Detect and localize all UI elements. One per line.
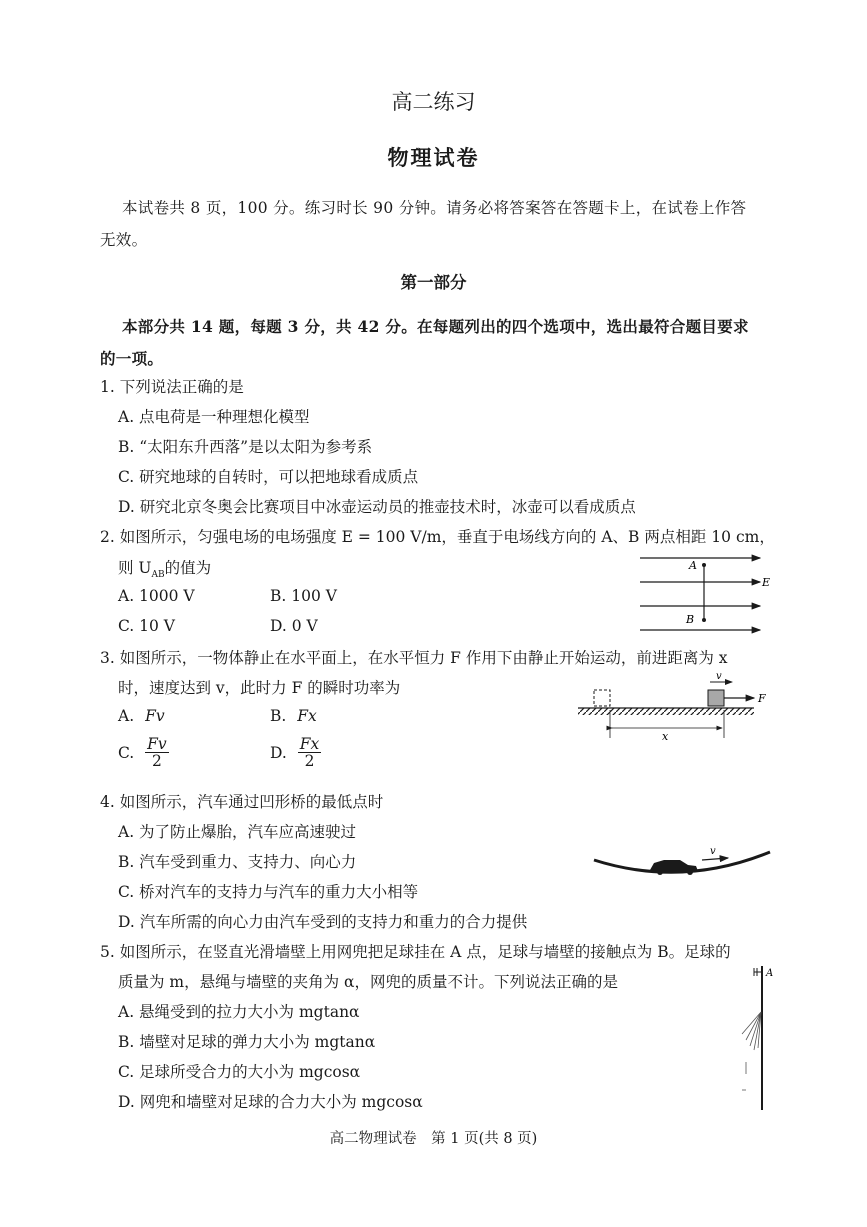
q4-option-b: B. 汽车受到重力、支持力、向心力	[118, 853, 357, 871]
q3-stem-line2: 时，速度达到 v，此时力 F 的瞬时功率为	[118, 679, 401, 697]
q2-option-a: A. 1000 V	[118, 587, 195, 605]
label-a: A	[766, 968, 774, 979]
q3-option-c-letter: C.	[118, 743, 135, 762]
intro-line-1: 本试卷共 8 页，100 分。练习时长 90 分钟。请务必将答案答在答题卡上，在试卷上作答	[122, 199, 747, 217]
car-wheel-rear	[657, 869, 663, 875]
q2-stem-line2	[118, 556, 211, 580]
page-footer: 高二物理试卷 第 1 页(共 8 页)	[329, 1131, 538, 1147]
label-f: F	[758, 692, 766, 705]
q2-stem: 2. 如图所示，匀强电场的电场强度 E = 100 V/m，垂直于电场线方向的 A、B 两点相距 10 cm，	[100, 528, 775, 546]
q3-option-c-denominator: 2	[151, 752, 162, 771]
q3-option-b-expr: Fx	[297, 707, 317, 725]
exam-subject-title: 物理试卷	[387, 145, 480, 170]
q4-option-c: C. 桥对汽车的支持力与汽车的重力大小相等	[118, 883, 419, 901]
exam-header-title: 高二练习	[391, 90, 476, 114]
velocity-arrow	[702, 858, 728, 860]
q2-uab-suffix: 的值为	[164, 559, 212, 577]
q3-stem: 3. 如图所示，一物体静止在水平面上，在水平恒力 F 作用下由静止开始运动，前进距离为 x	[100, 649, 728, 667]
initial-block-outline	[594, 690, 610, 706]
point-a	[702, 563, 706, 567]
q3-option-d	[270, 736, 321, 770]
q3-option-c-numerator: Fv	[147, 735, 167, 753]
label-x: x	[662, 730, 669, 743]
car-wheel-front	[687, 869, 693, 875]
label-v: v	[710, 846, 716, 857]
q1-option-d: D. 研究北京冬奥会比赛项目中冰壶运动员的推壶技术时，冰壶可以看成质点	[118, 498, 636, 516]
part1-heading: 第一部分	[400, 273, 467, 292]
q4-option-a: A. 为了防止爆胎，汽车应高速驶过	[118, 823, 357, 841]
label-b: B	[686, 613, 695, 626]
q4-option-d: D. 汽车所需的向心力由汽车受到的支持力和重力的合力提供	[118, 913, 528, 931]
part1-instructions-1: 本部分共 14 题，每题 3 分，共 42 分。在每题列出的四个选项中，选出最符合题目要求	[122, 317, 749, 336]
q3-option-a-expr: Fv	[145, 707, 165, 725]
q3-option-d-numerator: Fx	[299, 735, 320, 753]
q2-uab-subscript: AB	[151, 570, 165, 581]
q3-option-d-fraction	[298, 736, 322, 770]
label-e: E	[762, 576, 771, 589]
q5-option-d: D. 网兜和墙壁对足球的合力大小为 mgcosα	[118, 1093, 423, 1111]
q5-stem: 5. 如图所示，在竖直光滑墙壁上用网兜把足球挂在 A 点，足球与墙壁的接触点为 B。足球的	[100, 943, 731, 961]
q2-option-d: D. 0 V	[270, 617, 318, 635]
q5-wall-ball-figure	[732, 962, 782, 1114]
q3-option-a	[118, 707, 165, 725]
q5-stem-line2: 质量为 m，悬绳与墙壁的夹角为 α，网兜的质量不计。下列说法正确的是	[118, 973, 619, 991]
q2-uab-prefix: 则 U	[118, 559, 152, 577]
q4-stem: 4. 如图所示，汽车通过凹形桥的最低点时	[100, 793, 384, 811]
q4-concave-bridge-figure	[590, 840, 775, 880]
ground-hatching	[578, 708, 754, 715]
point-b	[702, 618, 706, 622]
q3-option-d-denominator: 2	[304, 752, 315, 771]
q3-option-a-letter: A.	[118, 707, 135, 725]
q3-option-b	[270, 707, 317, 725]
net-strands	[742, 1012, 761, 1050]
part1-instructions-2: 的一项。	[100, 349, 164, 368]
moving-block	[708, 690, 724, 706]
q5-option-b: B. 墙壁对足球的弹力大小为 mgtanα	[118, 1033, 376, 1051]
q2-electric-field-figure	[636, 550, 776, 640]
q3-option-c	[118, 736, 169, 770]
q5-option-a: A. 悬绳受到的拉力大小为 mgtanα	[118, 1003, 360, 1021]
q1-option-b: B. “太阳东升西落”是以太阳为参考系	[118, 438, 373, 456]
q2-option-c: C. 10 V	[118, 617, 176, 635]
intro-line-2: 无效。	[100, 231, 148, 249]
q1-option-a: A. 点电荷是一种理想化模型	[118, 408, 310, 426]
q1-stem: 1. 下列说法正确的是	[100, 378, 244, 396]
q3-block-figure	[574, 670, 774, 746]
q2-option-b: B. 100 V	[270, 587, 337, 605]
q3-option-c-fraction	[145, 736, 169, 770]
label-a: A	[689, 559, 697, 572]
q1-option-c: C. 研究地球的自转时，可以把地球看成质点	[118, 468, 419, 486]
label-v: v	[716, 671, 722, 682]
q3-option-b-letter: B.	[270, 707, 287, 725]
q5-option-c: C. 足球所受合力的大小为 mgcosα	[118, 1063, 361, 1081]
q3-option-d-letter: D.	[270, 743, 287, 762]
